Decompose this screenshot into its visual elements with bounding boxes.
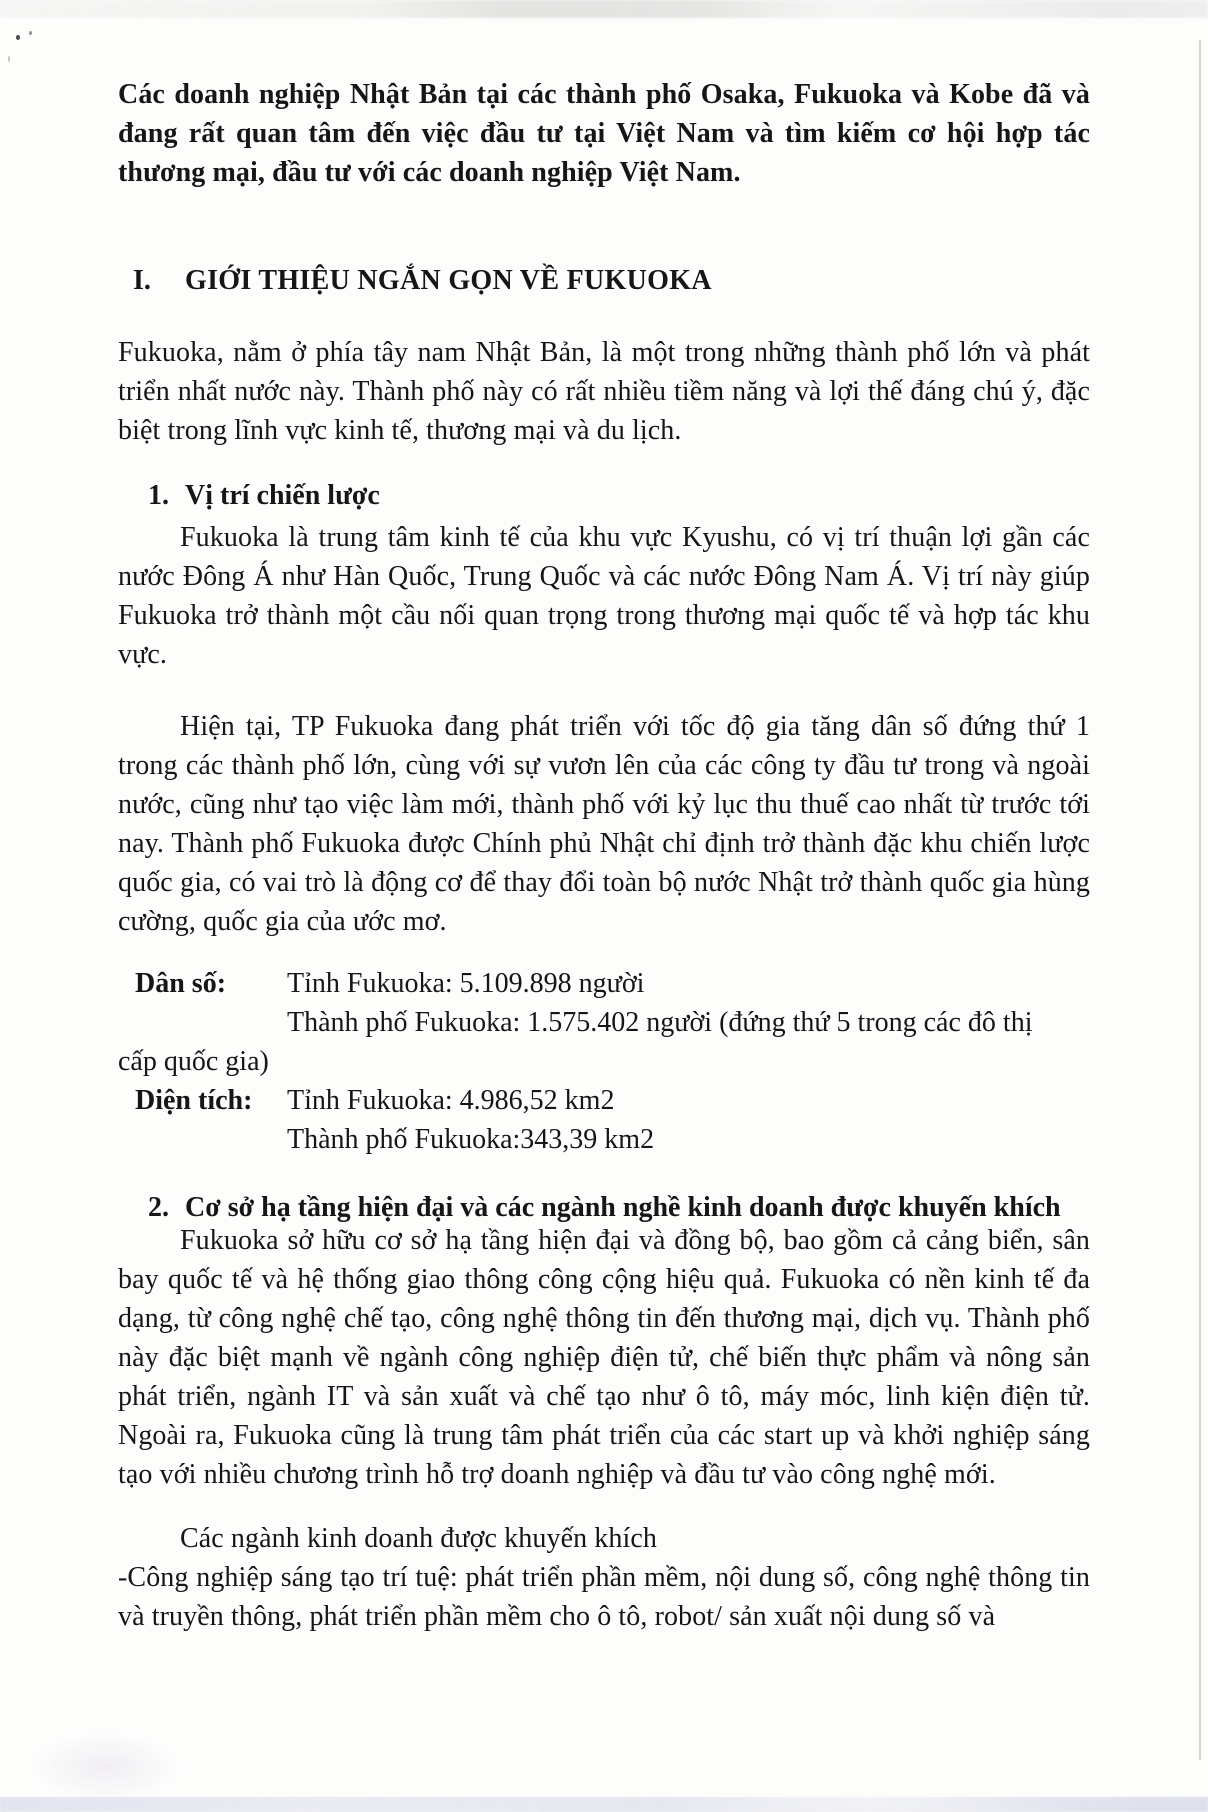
subsection-2-title: Cơ sở hạ tầng hiện đại và các ngành nghề kinh doanh được khuyến khích <box>185 1192 1061 1223</box>
subsection-1-title: Vị trí chiến lược <box>185 480 380 511</box>
scan-edge-line <box>1199 40 1201 1760</box>
population-province-value: Tỉnh Fukuoka: 5.109.898 người <box>287 968 645 999</box>
area-city-value: Thành phố Fukuoka:343,39 km2 <box>287 1124 655 1155</box>
intro-paragraph: Các doanh nghiệp Nhật Bản tại các thành phố Osaka, Fukuoka và Kobe đã và đang rất quan tâm đến việc đầu tư tại Việt Nam và tìm kiếm cơ hội hợp tác thương mại, đầu tư với các doanh nghiệp Việt Nam. <box>118 79 1090 188</box>
section-1-title: GIỚI THIỆU NGẮN GỌN VỀ FUKUOKA <box>185 265 712 296</box>
subsection-1-number: 1. <box>148 480 169 511</box>
strategic-location-paragraph: Fukuoka là trung tâm kinh tế của khu vực Kyushu, có vị trí thuận lợi gần các nước Đông Á như Hàn Quốc, Trung Quốc và các nước Đông Nam Á. Vị trí này giúp Fukuoka trở thành một cầu nối quan trọng trong thương mại quốc tế và hợp tác khu vực. <box>118 522 1090 670</box>
area-label: Diện tích: <box>135 1085 253 1116</box>
section-1-number: I. <box>133 265 151 296</box>
population-city-value: Thành phố Fukuoka: 1.575.402 người (đứng thứ 5 trong các đô thị <box>287 1007 1033 1038</box>
scan-bottom-smudge <box>0 1797 1208 1812</box>
page-content <box>118 0 1090 1636</box>
stat-label-spacer <box>135 1003 287 1042</box>
encouraged-industries-line: Các ngành kinh doanh được khuyến khích <box>180 1523 658 1554</box>
population-wrap-line: cấp quốc gia) <box>118 1046 269 1077</box>
subsection-2-number: 2. <box>148 1192 169 1223</box>
area-city-row <box>118 1120 1090 1159</box>
area-province-value: Tỉnh Fukuoka: 4.986,52 km2 <box>287 1085 615 1116</box>
section-1-lead-paragraph: Fukuoka, nằm ở phía tây nam Nhật Bản, là một trong những thành phố lớn và phát triển nhất nước này. Thành phố này có rất nhiều tiềm năng và lợi thế đáng chú ý, đặc biệt trong lĩnh vực kinh tế, thương mại và du lịch. <box>118 337 1090 446</box>
ink-dot <box>16 35 20 40</box>
stats-block <box>118 964 1090 1159</box>
section-1-heading <box>118 261 1090 300</box>
creative-industry-bullet: -Công nghiệp sáng tạo trí tuệ: phát triển phần mềm, nội dung số, công nghệ thông tin và truyền thông, phát triển phần mềm cho ô tô, robot/ sản xuất nội dung số và <box>118 1562 1090 1632</box>
population-label: Dân số: <box>135 968 227 999</box>
ink-dot <box>8 56 10 62</box>
ink-dot <box>29 31 32 35</box>
infrastructure-paragraph: Fukuoka sở hữu cơ sở hạ tầng hiện đại và đồng bộ, bao gồm cả cảng biển, sân bay quốc tế và hệ thống giao thông công cộng hiệu quả. Fukuoka có nền kinh tế đa dạng, từ công nghệ chế tạo, công nghệ thông tin đến thương mại, dịch vụ. Thành phố này đặc biệt mạnh về ngành công nghiệp điện tử, chế biến thực phẩm và nông sản phát triển, ngành IT và sản xuất và chế tạo như ô tô, máy móc, linh kiện điện tử. Ngoài ra, Fukuoka cũng là trung tâm phát triển của các start up và khởi nghiệp sáng tạo với nhiều chương trình hỗ trợ doanh nghiệp và đầu tư vào công nghệ mới. <box>118 1225 1090 1490</box>
area-row <box>118 1081 1090 1120</box>
stat-label-spacer <box>135 1120 287 1159</box>
population-city-row <box>118 1003 1090 1042</box>
scan-corner-smudge <box>30 1732 180 1802</box>
growth-paragraph: Hiện tại, TP Fukuoka đang phát triển với tốc độ gia tăng dân số đứng thứ 1 trong các thành phố lớn, cùng với sự vươn lên của các công ty đầu tư trong và ngoài nước, cũng như tạo việc làm mới, thành phố với kỷ lục thu thuế cao nhất từ trước tới nay. Thành phố Fukuoka được Chính phủ Nhật chỉ định trở thành đặc khu chiến lược quốc gia, có vai trò là động cơ để thay đổi toàn bộ nước Nhật trở thành quốc gia hùng cường, quốc gia của ước mơ. <box>118 711 1090 937</box>
subsection-1-heading <box>118 476 1090 515</box>
population-row <box>118 964 1090 1003</box>
